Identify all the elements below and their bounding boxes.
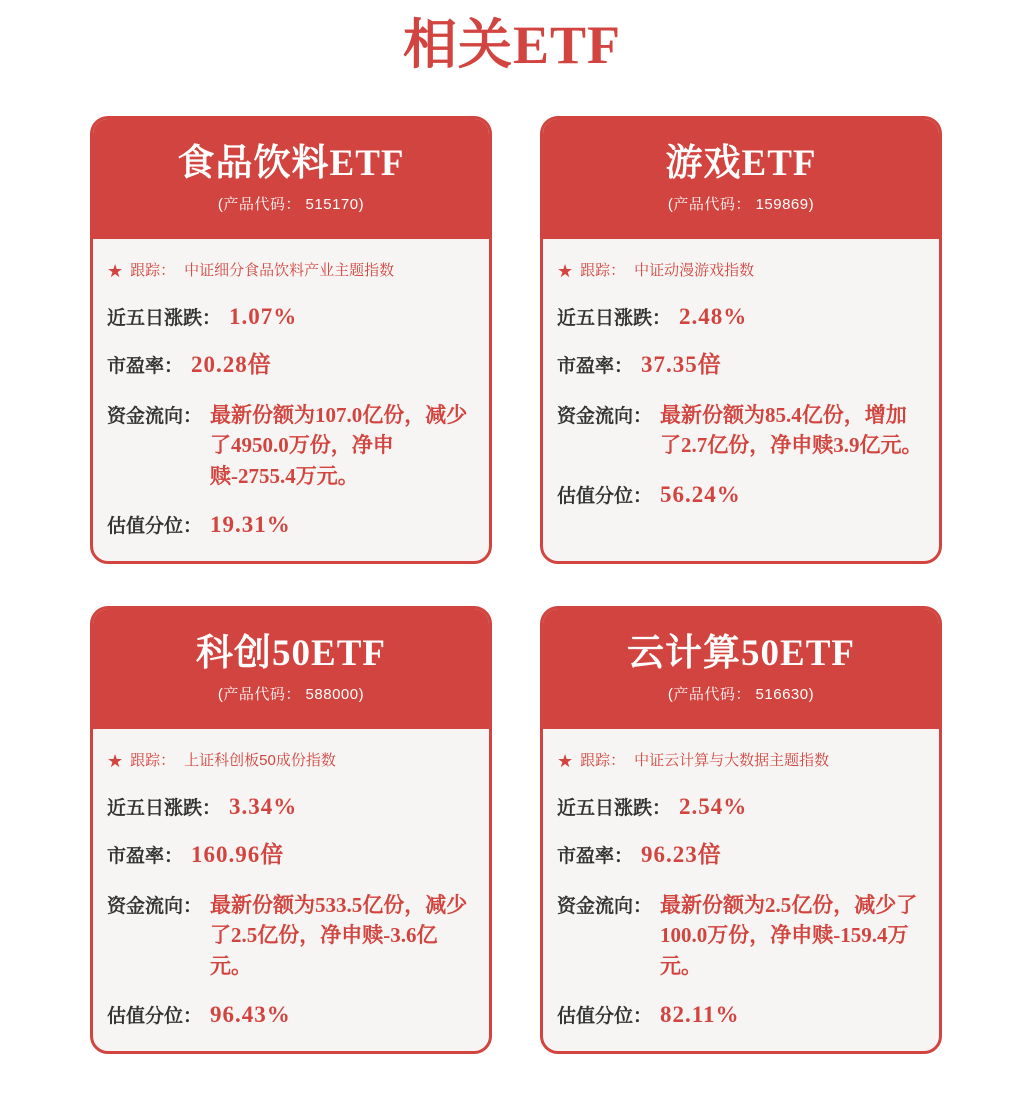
- etf-card-body: [543, 729, 939, 1050]
- page-title: 相关ETF: [402, 15, 622, 75]
- pe-ratio-value: 160.96倍: [191, 842, 285, 868]
- valuation-percentile-row: [557, 481, 925, 510]
- valuation-percentile-row: [107, 1001, 475, 1030]
- five-day-change-row: [107, 303, 475, 332]
- etf-product-code: (产品代码： 515170): [217, 195, 365, 213]
- track-label: 跟踪：: [130, 752, 176, 770]
- five-day-change-label: 近五日涨跌：: [557, 797, 672, 819]
- fund-flow-row: [107, 400, 475, 491]
- track-label: 跟踪：: [130, 262, 176, 280]
- etf-card-body: [93, 239, 489, 560]
- valuation-percentile-label: 估值分位：: [557, 1006, 653, 1028]
- fund-flow-row: [557, 890, 925, 981]
- tracked-index-name: 上证科创板50成份指数: [184, 752, 336, 770]
- pe-ratio-row: [107, 351, 475, 380]
- etf-name: 游戏ETF: [665, 142, 817, 184]
- tracked-index-row: [107, 261, 475, 281]
- tracked-index-row: [557, 261, 925, 281]
- pe-ratio-value: 20.28倍: [191, 352, 272, 378]
- etf-product-code: (产品代码： 159869): [667, 195, 815, 213]
- star-icon: ★: [557, 750, 574, 771]
- pe-ratio-label: 市盈率：: [557, 356, 634, 378]
- etf-card-food-beverage: [90, 116, 492, 564]
- pe-ratio-row: [557, 841, 925, 870]
- pe-ratio-row: [557, 351, 925, 380]
- tracked-index-row: [557, 751, 925, 771]
- fund-flow-value: 最新份额为107.0亿份，减少了4950.0万份，净申赎-2755.4万元。: [210, 402, 468, 488]
- valuation-percentile-value: 96.43%: [210, 1002, 291, 1028]
- five-day-change-row: [557, 793, 925, 822]
- pe-ratio-label: 市盈率：: [557, 846, 634, 868]
- star-icon: ★: [557, 260, 574, 281]
- etf-card-body: [543, 239, 939, 529]
- etf-card-star50: [90, 606, 492, 1054]
- five-day-change-value: 2.48%: [679, 303, 748, 329]
- tracked-index-row: [107, 751, 475, 771]
- tracked-index-name: 中证云计算与大数据主题指数: [634, 752, 830, 770]
- star-icon: ★: [107, 260, 124, 281]
- etf-card-grid: [0, 76, 1024, 1072]
- etf-card-header: [543, 119, 939, 239]
- five-day-change-row: [557, 303, 925, 332]
- valuation-percentile-label: 估值分位：: [557, 485, 653, 507]
- etf-card-body: [93, 729, 489, 1050]
- five-day-change-row: [107, 793, 475, 822]
- five-day-change-value: 2.54%: [679, 793, 748, 819]
- pe-ratio-label: 市盈率：: [107, 356, 184, 378]
- etf-name: 科创50ETF: [196, 632, 386, 674]
- valuation-percentile-label: 估值分位：: [107, 1006, 203, 1028]
- valuation-percentile-value: 56.24%: [660, 481, 741, 507]
- etf-name: 云计算50ETF: [627, 632, 855, 674]
- fund-flow-value: 最新份额为2.5亿份，减少了100.0万份，净申赎-159.4万元。: [660, 892, 918, 978]
- five-day-change-value: 1.07%: [229, 303, 298, 329]
- track-label: 跟踪：: [580, 752, 626, 770]
- etf-card-cloud50: [540, 606, 942, 1054]
- five-day-change-label: 近五日涨跌：: [107, 797, 222, 819]
- etf-product-code: (产品代码： 588000): [217, 685, 365, 703]
- valuation-percentile-label: 估值分位：: [107, 516, 203, 538]
- five-day-change-value: 3.34%: [229, 793, 298, 819]
- fund-flow-label: 资金流向：: [107, 405, 203, 427]
- pe-ratio-row: [107, 841, 475, 870]
- fund-flow-value: 最新份额为85.4亿份，增加了2.7亿份，净申赎3.9亿元。: [660, 402, 923, 458]
- tracked-index-name: 中证动漫游戏指数: [634, 262, 755, 280]
- fund-flow-label: 资金流向：: [107, 895, 203, 917]
- etf-card-game: [540, 116, 942, 564]
- fund-flow-label: 资金流向：: [557, 405, 653, 427]
- five-day-change-label: 近五日涨跌：: [107, 307, 222, 329]
- valuation-percentile-row: [107, 511, 475, 540]
- etf-product-code: (产品代码： 516630): [667, 685, 815, 703]
- valuation-percentile-value: 82.11%: [660, 1002, 740, 1028]
- etf-card-header: [93, 119, 489, 239]
- five-day-change-label: 近五日涨跌：: [557, 307, 672, 329]
- fund-flow-row: [557, 400, 925, 461]
- valuation-percentile-value: 19.31%: [210, 512, 291, 538]
- star-icon: ★: [107, 750, 124, 771]
- pe-ratio-label: 市盈率：: [107, 846, 184, 868]
- etf-card-header: [543, 609, 939, 729]
- tracked-index-name: 中证细分食品饮料产业主题指数: [184, 262, 395, 280]
- pe-ratio-value: 96.23倍: [641, 842, 722, 868]
- pe-ratio-value: 37.35倍: [641, 352, 722, 378]
- etf-card-header: [93, 609, 489, 729]
- fund-flow-value: 最新份额为533.5亿份，减少了2.5亿份，净申赎-3.6亿元。: [210, 892, 468, 978]
- etf-name: 食品饮料ETF: [177, 142, 405, 184]
- track-label: 跟踪：: [580, 262, 626, 280]
- valuation-percentile-row: [557, 1001, 925, 1030]
- fund-flow-label: 资金流向：: [557, 895, 653, 917]
- fund-flow-row: [107, 890, 475, 981]
